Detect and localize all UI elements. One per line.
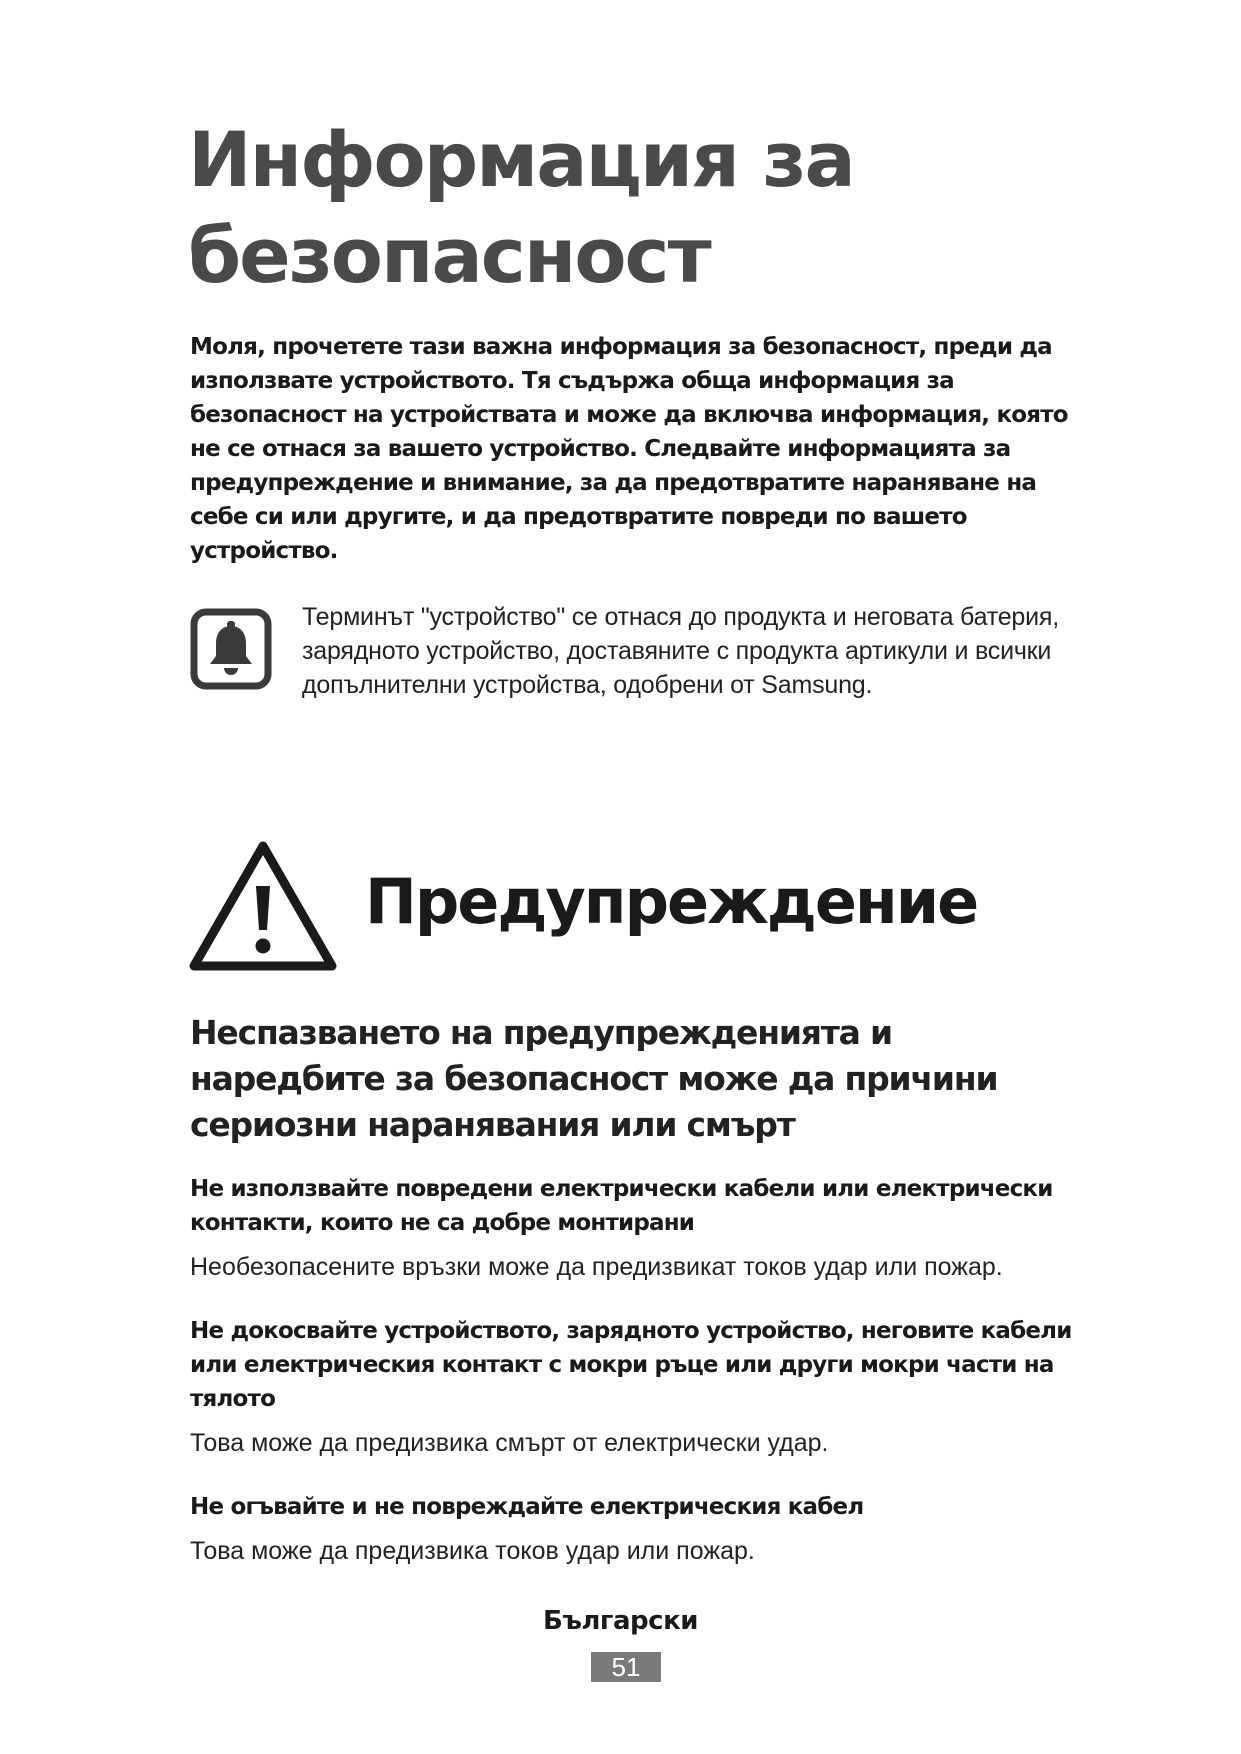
page-title-line-1: Информация за — [188, 115, 854, 204]
page-title-line-2: безопасност — [188, 211, 710, 300]
item-body: Това може да предизвика токов удар или пожар. — [190, 1537, 755, 1565]
warning-items — [190, 1172, 1090, 1598]
warning-item — [190, 1314, 1090, 1460]
warning-triangle-icon — [188, 838, 338, 974]
item-body: Необезопасените връзки може да предизвикат токов удар или пожар. — [190, 1253, 1003, 1281]
bell-icon — [190, 608, 272, 690]
warning-item — [190, 1172, 1090, 1284]
note-text: Терминът "устройство" се отнася до продукта и неговата батерия, зарядното устройство, доставяните с продукта артикули и всички допълнителни устройства, одобрени от Samsung. — [302, 603, 1059, 699]
intro-paragraph: Моля, прочетете тази важна информация за безопасност, преди да използвате устройството. Тя съдържа обща информация за безопасност на устройствата и може да включва информация, която не се отнася за вашето устройство. Следвайте информацията за предупреждение и внимание, за да предотвратите нараняване на себе си или другите, и да предотвратите повреди по вашето устройство. — [190, 334, 1068, 564]
item-heading: Не използвайте повредени електрически кабели или електрически контакти, които не са добре монтирани — [190, 1176, 1053, 1236]
page-title — [188, 112, 1088, 304]
warning-title: Предупреждение — [365, 865, 978, 938]
footer-language: Български — [543, 1606, 698, 1636]
item-body: Това може да предизвика смърт от електрически удар. — [190, 1429, 829, 1457]
item-heading: Не огъвайте и не повреждайте електрическия кабел — [190, 1494, 864, 1520]
warning-item — [190, 1490, 1090, 1568]
item-heading: Не докосвайте устройството, зарядното устройство, неговите кабели или електрическия контакт с мокри ръце или други мокри части на тялото — [190, 1318, 1072, 1412]
page-number: 51 — [591, 1652, 661, 1682]
warning-subtitle: Неспазването на предупрежденията и наредбите за безопасност може да причини сериозни наранявания или смърт — [190, 1013, 998, 1144]
